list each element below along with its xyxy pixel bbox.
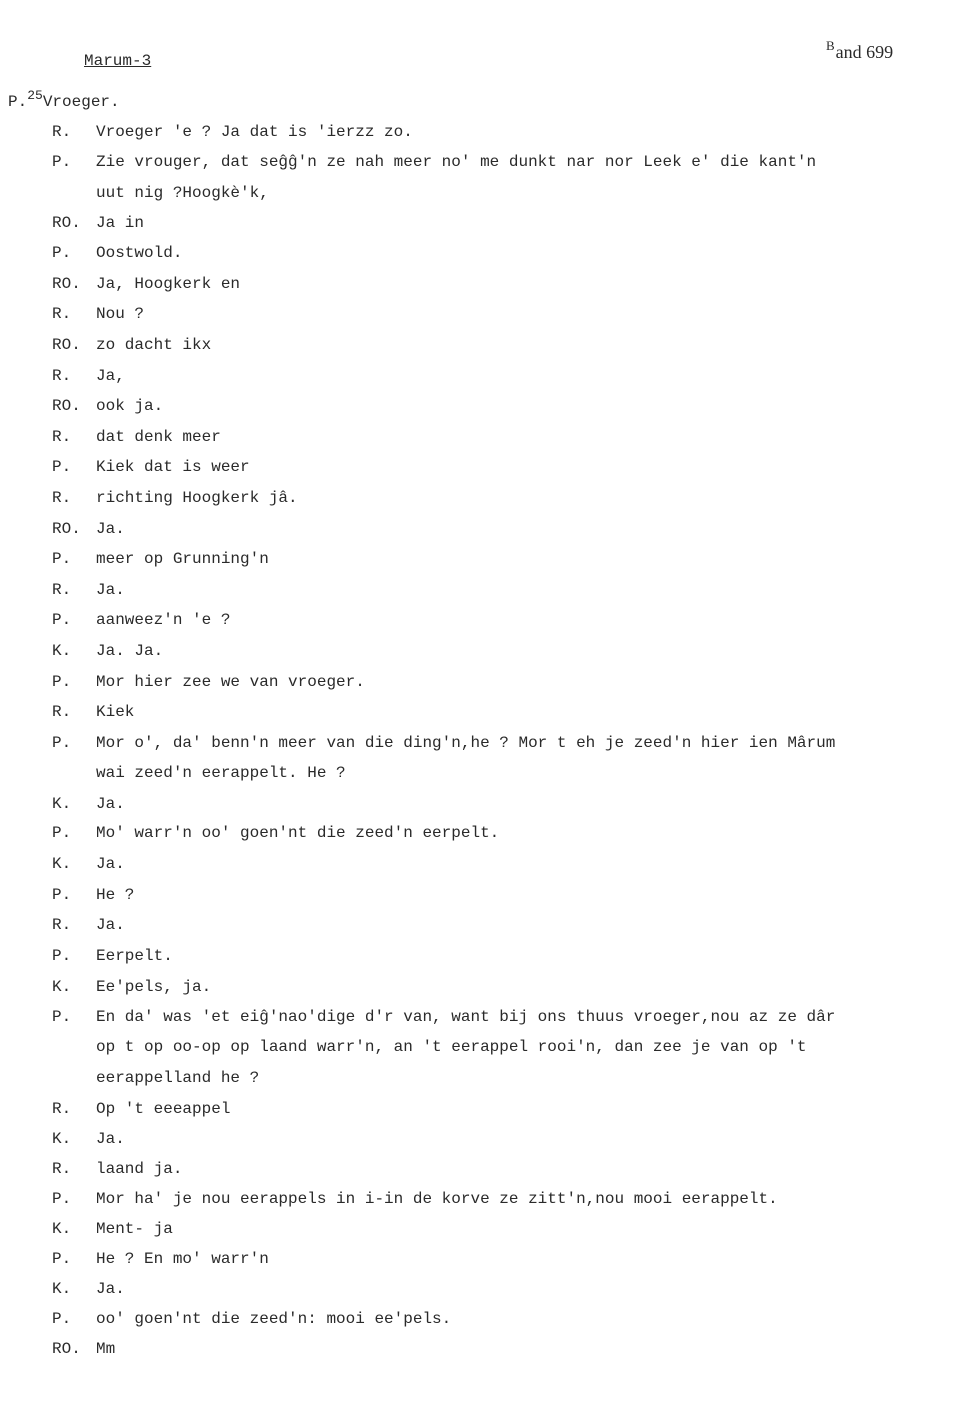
speaker-label: RO.: [52, 1340, 81, 1358]
speaker-label: P.: [52, 1190, 72, 1208]
line-text: Ja.: [96, 1280, 125, 1298]
speaker-label: P.: [52, 458, 72, 476]
speaker-label: K.: [52, 642, 72, 660]
line-text: laand ja.: [96, 1160, 183, 1178]
speaker-label: P.: [52, 153, 72, 171]
line-text: Nou ?: [96, 305, 145, 323]
speaker-label: R.: [52, 581, 72, 599]
transcript-line: [52, 519, 952, 539]
speaker-label: P.: [52, 824, 72, 842]
line-text: Ja, Hoogkerk en: [96, 275, 241, 293]
speaker-label: K.: [52, 1280, 72, 1298]
speaker-label: RO.: [52, 520, 81, 538]
speaker-label: R.: [52, 123, 72, 141]
line-text: Ja,: [96, 367, 125, 385]
transcript-line: [52, 1099, 952, 1119]
speaker-label: P.: [52, 947, 72, 965]
transcript-line: [52, 610, 952, 630]
band-prefix: B: [826, 38, 835, 53]
band-number: [826, 38, 893, 63]
transcript-line: [52, 641, 952, 661]
speaker-label: P.: [52, 1250, 72, 1268]
transcript-line: [52, 1339, 952, 1359]
transcript-line: [52, 702, 952, 722]
opening-speaker: P.: [8, 93, 28, 111]
transcript-line: [52, 946, 952, 966]
speaker-label: R.: [52, 1100, 72, 1118]
speaker-label: P.: [52, 244, 72, 262]
line-text: Mor o', da' benn'n meer van die ding'n,he ? Mor t eh je zeed'n hier ien Mârum: [96, 734, 836, 752]
line-text: Ment- ja: [96, 1220, 173, 1238]
transcript-line: [52, 243, 952, 263]
transcript-line: [52, 672, 952, 692]
transcript-line: [52, 335, 952, 355]
speaker-label: K.: [52, 855, 72, 873]
transcript-line: [52, 122, 952, 142]
line-text: Eerpelt.: [96, 947, 173, 965]
speaker-label: R.: [52, 489, 72, 507]
transcript-line: [52, 1189, 952, 1209]
transcript-line: [52, 1007, 952, 1027]
line-text: oo' goen'nt die zeed'n: mooi ee'pels.: [96, 1310, 452, 1328]
speaker-label: R.: [52, 1160, 72, 1178]
transcript-line: [52, 274, 952, 294]
line-text: En da' was 'et eiĝ'nao'dige d'r van, want bij ons thuus vroeger,nou az ze dâr: [96, 1008, 836, 1026]
speaker-label: P.: [52, 550, 72, 568]
transcript-line: [52, 1159, 952, 1179]
speaker-label: P.: [52, 611, 72, 629]
speaker-label: RO.: [52, 336, 81, 354]
line-text: Ja.: [96, 520, 125, 538]
line-text: Ja.: [96, 581, 125, 599]
transcript-line: [52, 152, 952, 172]
line-text: ook ja.: [96, 397, 164, 415]
speaker-label: K.: [52, 978, 72, 996]
line-text: aanweez'n 'e ?: [96, 611, 231, 629]
line-text: Ja in: [96, 214, 145, 232]
transcript-line: [52, 733, 952, 753]
transcript-line: [52, 854, 952, 874]
line-text: Zie vrouger, dat seĝĝ'n ze nah meer no' me dunkt nar nor Leek e' die kant'n: [96, 153, 817, 171]
transcript-line: [52, 396, 952, 416]
transcript-line: [52, 549, 952, 569]
transcript-line: [52, 304, 952, 324]
line-text: Ja.: [96, 855, 125, 873]
speaker-label: K.: [52, 795, 72, 813]
speaker-label: R.: [52, 428, 72, 446]
line-text: Ja.: [96, 916, 125, 934]
speaker-label: P.: [52, 886, 72, 904]
transcript-line: [52, 915, 952, 935]
transcript-line: [52, 1279, 952, 1299]
transcript-line: [52, 427, 952, 447]
line-text: Ja. Ja.: [96, 642, 164, 660]
speaker-label: P.: [52, 673, 72, 691]
speaker-label: RO.: [52, 214, 81, 232]
line-text: Vroeger 'e ? Ja dat is 'ierzz zo.: [96, 123, 413, 141]
transcript-line: [52, 213, 952, 233]
speaker-label: R.: [52, 916, 72, 934]
speaker-label: P.: [52, 1310, 72, 1328]
speaker-label: P.: [52, 734, 72, 752]
line-text: meer op Grunning'n: [96, 550, 269, 568]
document-title: Marum-3: [84, 52, 152, 70]
line-text: richting Hoogkerk jâ.: [96, 489, 298, 507]
opening-line: [8, 88, 120, 111]
speaker-label: K.: [52, 1220, 72, 1238]
line-text: Ee'pels, ja.: [96, 978, 212, 996]
transcript-line: [52, 457, 952, 477]
speaker-label: K.: [52, 1130, 72, 1148]
line-text: Op 't eeeappel: [96, 1100, 231, 1118]
transcript-line: [52, 823, 952, 843]
line-text: zo dacht ikx: [96, 336, 212, 354]
speaker-label: R.: [52, 367, 72, 385]
band-label: and 699: [835, 42, 894, 62]
line-text: Ja.: [96, 1130, 125, 1148]
line-text: Mor ha' je nou eerappels in i-in de korve ze zitt'n,nou mooi eerappelt.: [96, 1190, 778, 1208]
transcript-line: [52, 488, 952, 508]
line-text: He ?: [96, 886, 135, 904]
line-text: Ja.: [96, 795, 125, 813]
transcript-line: [52, 1309, 952, 1329]
opening-text: Vroeger.: [42, 93, 120, 111]
continuation-line: uut nig ?Hoogkè'k,: [96, 184, 269, 202]
speaker-label: R.: [52, 703, 72, 721]
transcript-line: [52, 794, 952, 814]
line-text: Mm: [96, 1340, 116, 1358]
transcript-line: [52, 977, 952, 997]
line-text: He ? En mo' warr'n: [96, 1250, 269, 1268]
speaker-label: P.: [52, 1008, 72, 1026]
line-text: dat denk meer: [96, 428, 221, 446]
continuation-line: eerappelland he ?: [96, 1069, 260, 1087]
continuation-line: op t op oo-op op laand warr'n, an 't eerappel rooi'n, dan zee je van op 't: [96, 1038, 807, 1056]
transcript-line: [52, 1129, 952, 1149]
transcript-line: [52, 366, 952, 386]
transcript-line: [52, 885, 952, 905]
transcript-line: [52, 1249, 952, 1269]
line-text: Mor hier zee we van vroeger.: [96, 673, 365, 691]
line-text: Kiek: [96, 703, 135, 721]
opening-number: 25: [27, 88, 43, 103]
speaker-label: RO.: [52, 275, 81, 293]
transcript-line: [52, 1219, 952, 1239]
line-text: Oostwold.: [96, 244, 183, 262]
transcript-line: [52, 580, 952, 600]
speaker-label: R.: [52, 305, 72, 323]
continuation-line: wai zeed'n eerappelt. He ?: [96, 764, 346, 782]
speaker-label: RO.: [52, 397, 81, 415]
line-text: Kiek dat is weer: [96, 458, 250, 476]
line-text: Mo' warr'n oo' goen'nt die zeed'n eerpelt.: [96, 824, 500, 842]
